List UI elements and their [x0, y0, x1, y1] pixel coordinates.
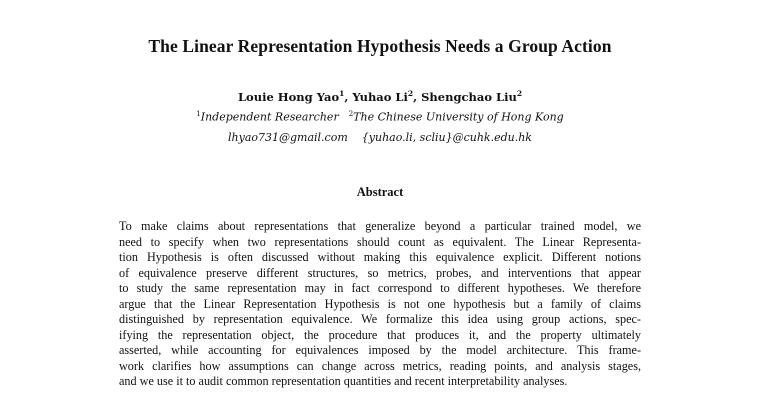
- abstract-line: of equivalence preserve different structures, so metrics, probes, and interventions that appear: [119, 265, 641, 280]
- abstract-line: tion Hypothesis is often discussed without making this equivalence explicit. Different notions: [119, 250, 641, 265]
- author-list: Louie Hong Yao$^1$, Yuhao Li$^2$, Shengchao Liu$^2$: [237, 89, 523, 104]
- author-affil-mark: 2: [407, 89, 414, 98]
- author-name: Shengchao Liu: [421, 89, 517, 104]
- email-address: lhyao731@gmail.com: [228, 131, 348, 144]
- author-affil-mark: 1: [339, 89, 345, 98]
- abstract-heading: Abstract: [356, 185, 404, 199]
- affil-number: 1: [196, 110, 201, 118]
- affil-name: The Chinese University of Hong Kong: [353, 110, 564, 124]
- affil-number: 2: [348, 110, 354, 118]
- author-name: Louie Hong Yao: [237, 89, 340, 104]
- abstract-line: to study the same representation may in fact correspond to different hypotheses. We therefore: [119, 281, 641, 296]
- abstract-line: work clarifies how assumptions can change across metrics, reading points, and analysis stages,: [119, 358, 641, 373]
- paper-title: The Linear Representation Hypothesis Needs a Group Action: [148, 36, 612, 56]
- email-list: [0, 131, 760, 144]
- author-affil-mark: 2: [516, 89, 523, 98]
- abstract-line: asserted, while accounting for equivalences imposed by the model architecture. This frame-: [119, 343, 641, 358]
- author-name: Yuhao Li: [352, 89, 408, 104]
- affil-name: Independent Researcher: [200, 110, 339, 124]
- abstract-line: To make claims about representations that generalize beyond a particular trained model, we: [119, 219, 641, 233]
- abstract-line: and we use it to audit common representation quantities and recent interpretability analyses.: [119, 374, 568, 389]
- abstract-line: need to specify when two representations should count as equivalent. The Linear Representa-: [119, 234, 641, 249]
- email-address: {yuhao.li, scliu}@cuhk.edu.hk: [361, 131, 532, 144]
- abstract-line: argue that the Linear Representation Hypothesis is not one hypothesis but a family of claims: [119, 296, 641, 311]
- abstract-body: [119, 219, 641, 390]
- affiliation-list: [0, 110, 760, 124]
- arxiv-sidebar: [23, 212, 53, 412]
- abstract-line: distinguished by representation equivalence. We formalize this idea using group actions, spec-: [119, 312, 641, 327]
- abstract-line: ifying the representation object, the procedure that produces it, and the property ultimately: [119, 327, 641, 342]
